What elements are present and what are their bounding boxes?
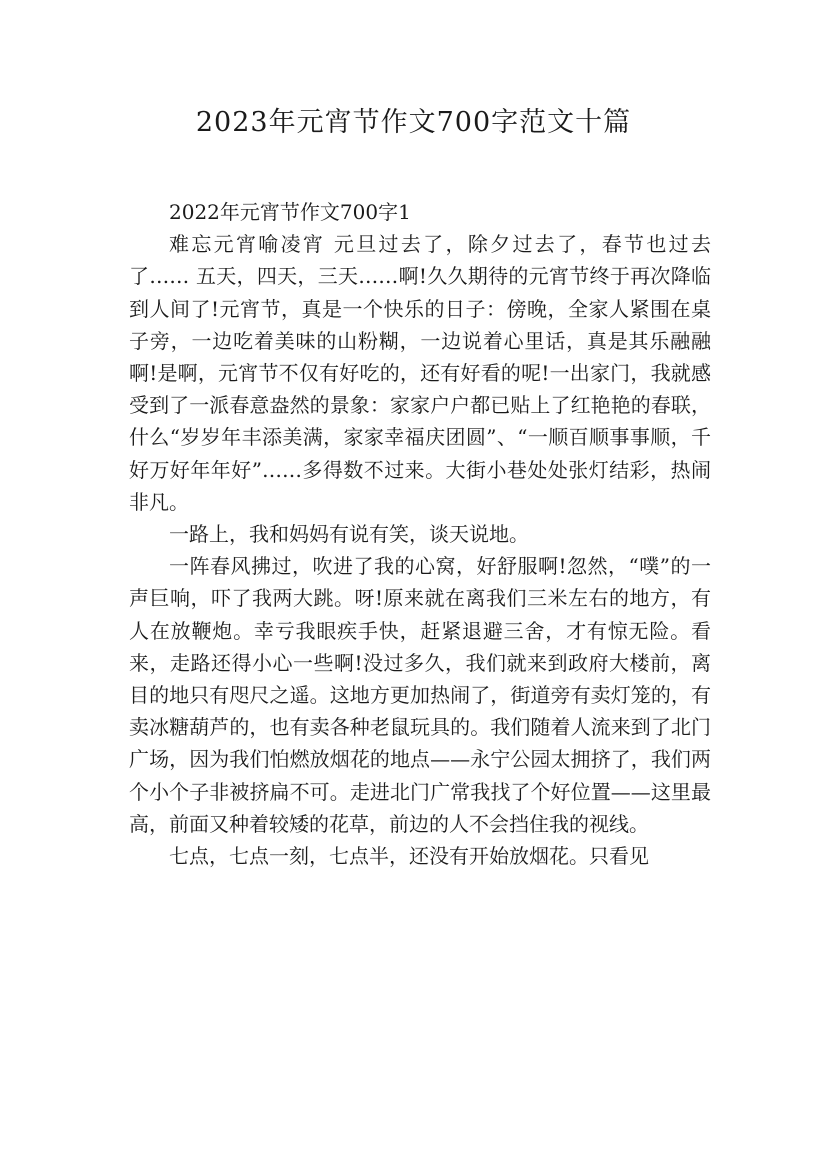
document-body [129,196,711,872]
document-title: 2023年元宵节作文700字范文十篇 [195,107,632,138]
paragraph: 一阵春风拂过，吹进了我的心窝，好舒服啊!忽然，“噗”的一声巨响，吓了我两大跳。呀!原来就在离我们三米左右的地方，有人在放鞭炮。幸亏我眼疾手快，赶紧退避三舍，才有惊无险。看来，走路还得小心一些啊!没过多久，我们就来到政府大楼前，离目的地只有咫尺之遥。这地方更加热闹了，街道旁有卖灯笼的，有卖冰糖葫芦的，也有卖各种老鼠玩具的。我们随着人流来到了北门广场，因为我们怕燃放烟花的地点——永宁公园太拥挤了，我们两个小个子非被挤扁不可。走进北门广常我找了个好位置——这里最高，前面又种着较矮的花草，前边的人不会挡住我的视线。 [129,554,711,836]
paragraph: 七点，七点一刻，七点半，还没有开始放烟花。只看见 [169,844,649,869]
section-subheading: 2022年元宵节作文700字1 [169,200,411,224]
paragraph: 难忘元宵喻凌宵 元旦过去了，除夕过去了，春节也过去了…… 五天，四天，三天……啊!久久期待的元宵节终于再次降临到人间了!元宵节，真是一个快乐的日子：傍晚，全家人紧围在桌子旁，一边吃着美味的山粉糊，一边说着心里话，真是其乐融融啊!是啊，元宵节不仅有好吃的，还有好看的呢!一出家门，我就感受到了一派春意盎然的景象：家家户户都已贴上了红艳艳的春联，什么“岁岁年丰添美满，家家幸福庆团圆”、“一顺百顺事事顺，千好万好年年好”……多得数不过来。大街小巷处处张灯结彩，热闹非凡。 [129,232,711,514]
paragraph: 一路上，我和妈妈有说有笑，谈天说地。 [169,522,529,547]
